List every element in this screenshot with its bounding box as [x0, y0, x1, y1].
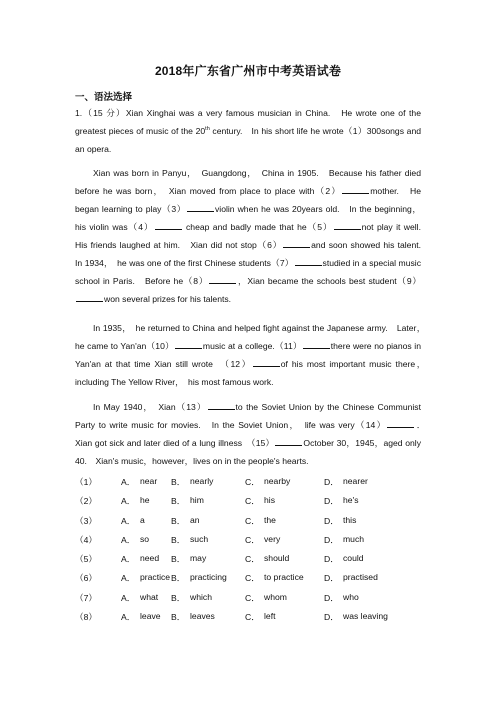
- option-c-text[interactable]: the: [264, 514, 276, 525]
- option-b-text[interactable]: may: [190, 553, 207, 564]
- option-a-letter: A．: [121, 496, 136, 507]
- option-d-letter: D．: [324, 534, 339, 545]
- passage-text: and soon showed his talent. In 1934， he was one of the first Chinese students（7）: [75, 240, 430, 268]
- passage-paragraph-3: [75, 398, 430, 470]
- option-d-text[interactable]: who: [343, 591, 359, 602]
- answer-blank: [187, 203, 214, 212]
- option-b-letter: B．: [171, 496, 186, 507]
- answer-blank: [209, 275, 236, 284]
- option-row-8: [75, 611, 421, 630]
- passage-text: studied in a special music school in Paris. Before he（8）: [75, 258, 421, 286]
- option-c-text[interactable]: his: [264, 495, 275, 506]
- option-c-text[interactable]: to practice: [264, 572, 304, 583]
- option-a-text[interactable]: leave: [140, 611, 161, 622]
- intro-tail: century. In his short life he wrote（1）300songs and an opera.: [75, 126, 421, 154]
- option-d-text[interactable]: this: [343, 514, 357, 525]
- option-b-text[interactable]: nearly: [190, 476, 214, 486]
- page-title: 2018年广东省广州市中考英语试卷: [154, 64, 342, 78]
- option-row-3: [75, 515, 421, 534]
- option-a-text[interactable]: practice: [140, 572, 171, 583]
- passage-text: October 30，1945，aged only 40. Xian's music，however，lives on in the people's hearts.: [75, 438, 421, 466]
- intro-text: 1.（15 分）Xian Xinghai was a very famous musician in China. He wrote one of the greatest pieces of music of the 20: [75, 108, 421, 136]
- option-b-letter: B．: [171, 515, 186, 526]
- option-d-letter: D．: [324, 573, 339, 584]
- question-number: （4）: [75, 534, 97, 545]
- option-b-text[interactable]: which: [190, 591, 212, 602]
- option-a-letter: A．: [121, 592, 136, 603]
- option-b-text[interactable]: leaves: [190, 611, 215, 622]
- option-d-text[interactable]: was leaving: [343, 611, 388, 622]
- passage-text: music at a college.（11）: [202, 341, 302, 351]
- option-c-letter: C．: [245, 477, 260, 487]
- passage-text: cheap and badly made that he（5）: [182, 222, 333, 232]
- question-intro: [75, 104, 421, 158]
- option-c-text[interactable]: whom: [264, 591, 287, 602]
- passage-text: not play it well. His friends laughed at him. Xian did not stop（6）: [75, 222, 430, 250]
- option-row-4: [75, 534, 421, 553]
- answer-blank: [303, 340, 330, 349]
- option-d-text[interactable]: nearer: [343, 476, 368, 486]
- passage-paragraph-2: [75, 319, 430, 391]
- answer-blank: [155, 221, 182, 230]
- passage-text: Xian was born in Panyu， Guangdong， China in 1905. Because his father died before he was born， Xian moved from place to place with（2）: [75, 168, 421, 196]
- option-row-1: [75, 476, 421, 495]
- answer-blank: [387, 419, 414, 428]
- option-a-text[interactable]: so: [140, 533, 150, 544]
- question-number: （8）: [75, 612, 97, 623]
- option-b-text[interactable]: practicing: [190, 572, 227, 583]
- option-a-text[interactable]: he: [140, 495, 150, 506]
- intro-superscript: th: [205, 126, 210, 133]
- passage-text: ，Xian became the schools best student（9）: [237, 276, 421, 286]
- option-a-text[interactable]: need: [140, 553, 160, 564]
- passage-text: mother. He began learning to play（3）: [75, 186, 421, 214]
- option-d-letter: D．: [324, 612, 339, 623]
- option-a-letter: A．: [121, 477, 136, 487]
- option-c-text[interactable]: left: [264, 611, 276, 622]
- option-b-letter: B．: [171, 534, 186, 545]
- option-b-text[interactable]: him: [190, 495, 204, 506]
- option-d-letter: D．: [324, 592, 339, 603]
- question-number: （3）: [75, 515, 97, 526]
- option-c-letter: C．: [245, 496, 260, 507]
- option-a-text[interactable]: near: [140, 476, 158, 486]
- option-b-letter: B．: [171, 612, 186, 623]
- option-a-text[interactable]: a: [140, 514, 145, 525]
- question-number: （1）: [75, 477, 97, 487]
- option-c-letter: C．: [245, 515, 260, 526]
- option-c-letter: C．: [245, 612, 260, 623]
- question-number: （7）: [75, 592, 97, 603]
- answer-blank: [334, 221, 361, 230]
- option-d-letter: D．: [324, 477, 339, 487]
- passage-text: violin when he was 20years old. In the beginning，his violin was（4）: [75, 204, 422, 232]
- answer-blank: [283, 239, 310, 248]
- option-d-letter: D．: [324, 554, 339, 565]
- option-a-text[interactable]: what: [140, 591, 159, 602]
- passage-text: of his most important music there， including The Yellow River， his most famous work.: [75, 359, 430, 387]
- answer-blank: [175, 340, 202, 349]
- option-a-letter: A．: [121, 534, 136, 545]
- option-row-5: [75, 553, 421, 572]
- option-c-text[interactable]: nearby: [264, 476, 291, 486]
- option-d-text[interactable]: practised: [343, 572, 378, 583]
- passage-text: won several prizes for his talents.: [104, 294, 232, 304]
- question-number: （2）: [75, 496, 97, 507]
- passage-text: there were no pianos in Yan'an at that time Xian still wrote （12）: [75, 341, 421, 369]
- answer-blank: [342, 185, 369, 194]
- option-b-text[interactable]: such: [190, 533, 209, 544]
- option-d-letter: D．: [324, 496, 339, 507]
- question-number: （5）: [75, 554, 97, 565]
- option-b-letter: B．: [171, 592, 186, 603]
- option-d-letter: D．: [324, 515, 339, 526]
- answer-blank: [76, 293, 103, 302]
- option-b-letter: B．: [171, 554, 186, 565]
- option-d-text[interactable]: much: [343, 533, 365, 544]
- answer-blank: [208, 401, 235, 410]
- option-c-text[interactable]: should: [264, 553, 290, 564]
- option-a-letter: A．: [121, 573, 136, 584]
- option-b-letter: B．: [171, 573, 186, 584]
- passage-text: to the Soviet Union by the Chinese Communist Party to write music for movies. In the Soviet Union， life was very（14）: [75, 402, 421, 430]
- option-a-letter: A．: [121, 515, 136, 526]
- passage-text: ． Xian got sick and later died of a lung illness （15）: [75, 420, 430, 448]
- answer-blank: [253, 358, 280, 367]
- option-row-6: [75, 572, 421, 591]
- section-heading: 一、语法选择: [75, 92, 133, 103]
- passage-paragraph-1: [75, 164, 430, 308]
- passage-text: In 1935， he returned to China and helped fight against the Japanese army. Later， he came to Yan'an（10）: [75, 323, 430, 351]
- option-a-letter: A．: [121, 612, 136, 623]
- answer-blank: [295, 257, 322, 266]
- option-a-letter: A．: [121, 554, 136, 565]
- question-number: （6）: [75, 573, 97, 584]
- option-row-2: [75, 495, 421, 514]
- answer-options: [75, 476, 421, 630]
- answer-blank: [275, 437, 302, 446]
- option-c-letter: C．: [245, 534, 260, 545]
- option-b-text[interactable]: an: [190, 514, 200, 525]
- option-row-7: [75, 592, 421, 611]
- option-c-letter: C．: [245, 573, 260, 584]
- option-c-text[interactable]: very: [264, 533, 281, 544]
- option-b-letter: B．: [171, 477, 186, 487]
- option-c-letter: C．: [245, 592, 260, 603]
- option-d-text[interactable]: he's: [343, 495, 359, 506]
- passage-text: In May 1940， Xian（13）: [93, 402, 207, 412]
- option-c-letter: C．: [245, 554, 260, 565]
- option-d-text[interactable]: could: [343, 553, 364, 564]
